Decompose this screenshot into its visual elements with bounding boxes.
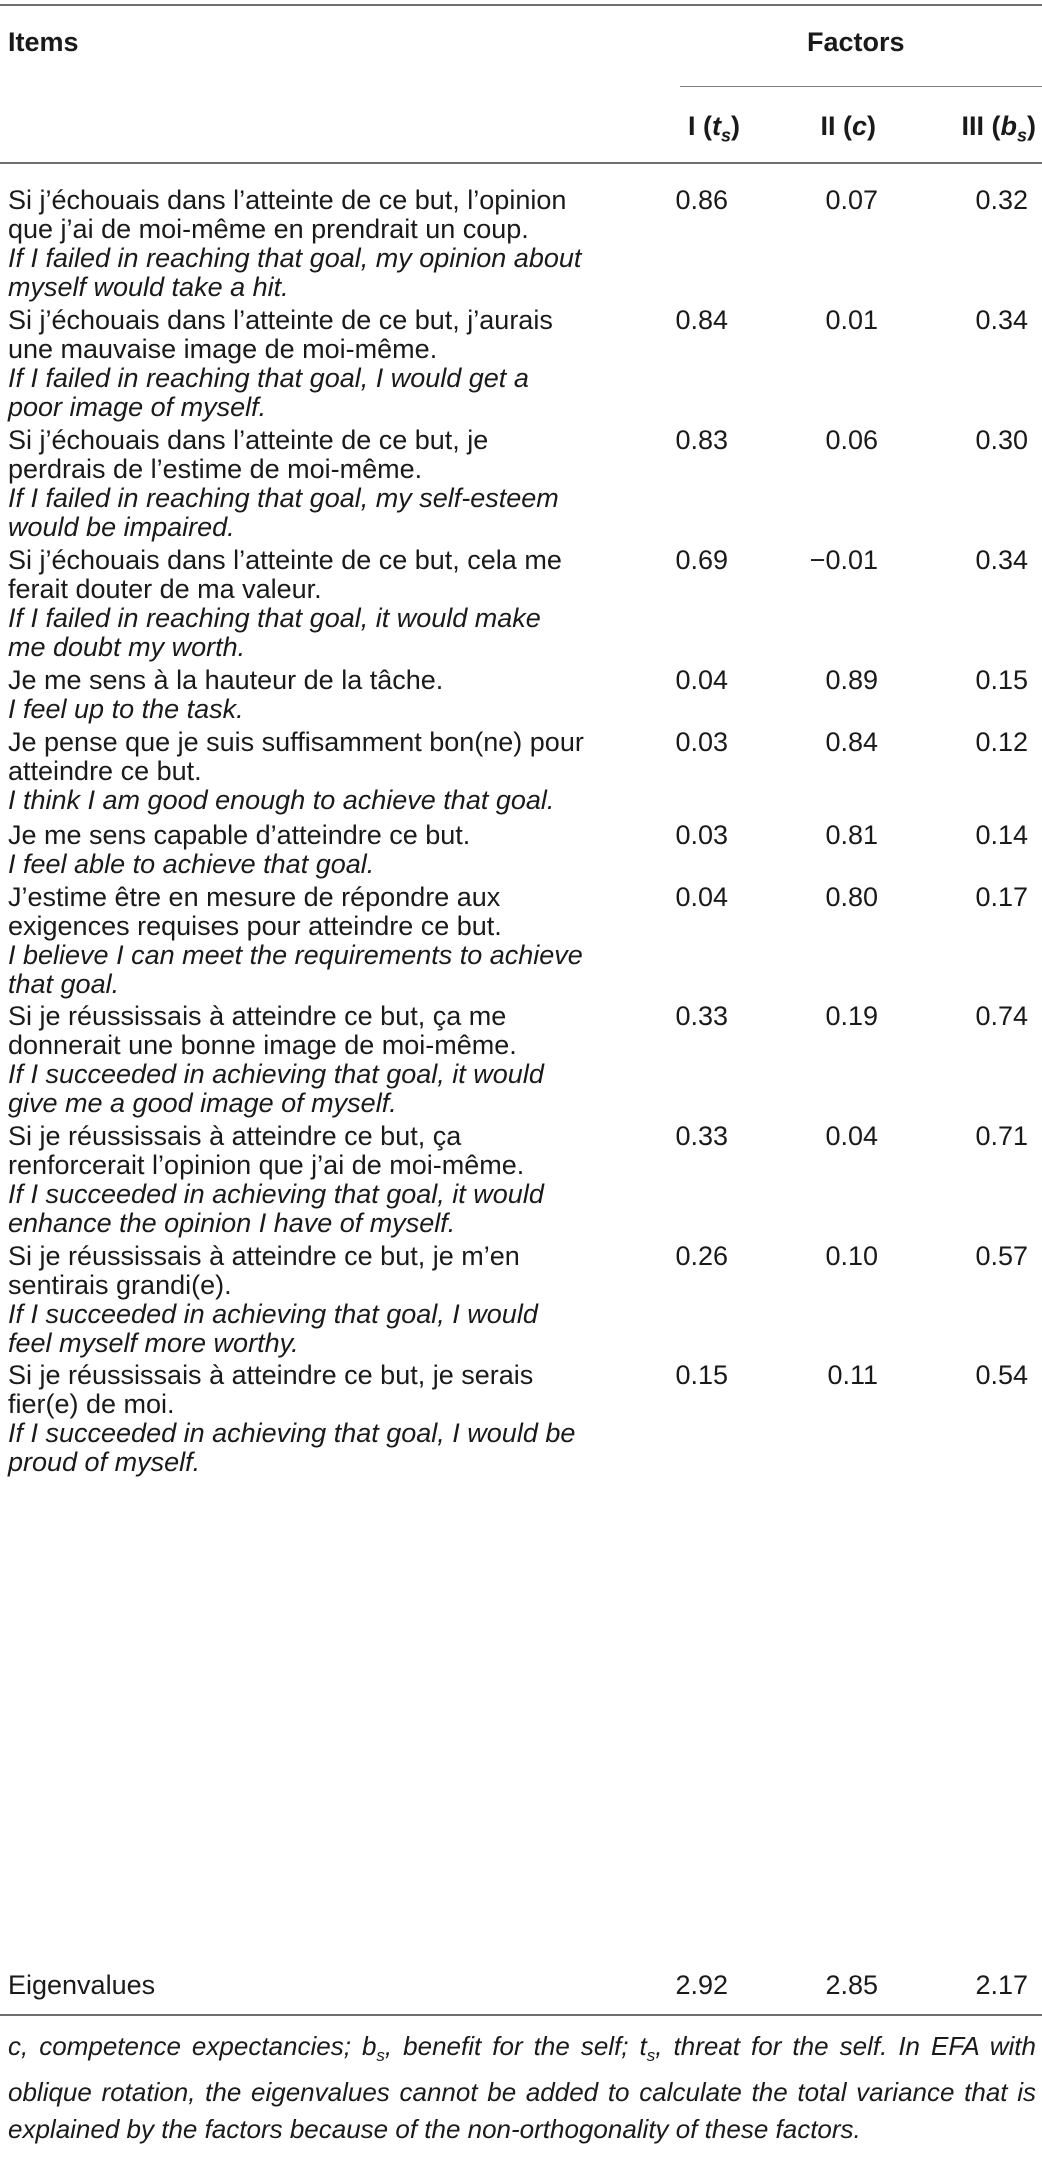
item-french-line: ferait douter de ma valeur. xyxy=(8,574,322,604)
item-french-line: Si je réussissais à atteindre ce but, ça xyxy=(8,1121,462,1151)
item-french-line: une mauvaise image de moi-même. xyxy=(8,334,438,364)
factor-2-loading: 0.81 xyxy=(825,820,878,850)
item-french-line: J’estime être en mesure de répondre aux xyxy=(8,882,501,912)
factor-2-loading: 0.04 xyxy=(825,1121,878,1151)
item-english-line: that goal. xyxy=(8,969,120,999)
item-english-line: me doubt my worth. xyxy=(8,632,246,662)
factor-2-loading: 0.06 xyxy=(825,425,878,455)
item-english-line: myself would take a hit. xyxy=(8,272,289,302)
item-french-line: Si je réussissais à atteindre ce but, ça me xyxy=(8,1001,507,1031)
factor-1-loading: 0.69 xyxy=(675,545,728,575)
item-english-line: poor image of myself. xyxy=(8,392,267,422)
factor-3-loading: 0.54 xyxy=(975,1360,1028,1390)
item-english-line: I feel able to achieve that goal. xyxy=(8,849,375,879)
item-english-line: If I failed in reaching that goal, I would get a xyxy=(8,363,529,393)
item-english-line: I believe I can meet the requirements to achieve xyxy=(8,940,583,970)
factor-2-loading: 0.10 xyxy=(825,1241,878,1271)
item-french-line: Si j’échouais dans l’atteinte de ce but, je xyxy=(8,425,489,455)
factor-3-loading: 0.32 xyxy=(975,185,1028,215)
factor-3-loading: 0.74 xyxy=(975,1001,1028,1031)
item-english-line: If I failed in reaching that goal, it would make xyxy=(8,603,541,633)
col-header-3: III $(b_s)$ xyxy=(961,111,1036,146)
col-header-2: II (c) xyxy=(820,111,876,141)
factor-3-loading: 0.17 xyxy=(975,882,1028,912)
item-french-line: renforcerait l’opinion que j’ai de moi-même. xyxy=(8,1150,525,1180)
factor-3-loading: 0.71 xyxy=(975,1121,1028,1151)
factor-1-loading: 0.04 xyxy=(675,882,728,912)
item-french-line: donnerait une bonne image de moi-même. xyxy=(8,1030,517,1060)
item-french-line: fier(e) de moi. xyxy=(8,1389,175,1419)
item-french-line: atteindre ce but. xyxy=(8,756,202,786)
item-english-line: If I succeeded in achieving that goal, it would xyxy=(8,1059,544,1089)
factor-2-loading: 0.07 xyxy=(825,185,878,215)
table-footnote: c, competence expectancies; $b_s$, benefit for the self; $t_s$, threat for the self. In EFA with oblique rotation, the eigenvalues cannot be added to calculate the total variance that is explained by the factors because of the non-orthogonality of these factors. xyxy=(8,2031,1036,2145)
eigen-value-2: 2.85 xyxy=(825,1970,878,2000)
item-french-line: Si j’échouais dans l’atteinte de ce but, j’aurais xyxy=(8,305,553,335)
factor-3-loading: 0.34 xyxy=(975,545,1028,575)
item-english-line: If I succeeded in achieving that goal, I would xyxy=(8,1299,538,1329)
factor-3-loading: 0.15 xyxy=(975,665,1028,695)
factor-2-loading: 0.01 xyxy=(825,305,878,335)
item-french-line: Si je réussissais à atteindre ce but, je serais xyxy=(8,1360,534,1390)
top-rule xyxy=(0,4,1042,6)
item-english-line: would be impaired. xyxy=(8,512,235,542)
item-french-line: exigences requises pour atteindre ce but. xyxy=(8,911,502,941)
item-french-line: Je me sens à la hauteur de la tâche. xyxy=(8,665,444,695)
factor-1-loading: 0.15 xyxy=(675,1360,728,1390)
factor-3-loading: 0.14 xyxy=(975,820,1028,850)
item-english-line: If I succeeded in achieving that goal, it would xyxy=(8,1179,544,1209)
factor-1-loading: 0.83 xyxy=(675,425,728,455)
factor-1-loading: 0.03 xyxy=(675,727,728,757)
factors-rule xyxy=(680,86,1042,87)
item-french-line: perdrais de l’estime de moi-même. xyxy=(8,454,423,484)
factor-2-loading: 0.84 xyxy=(825,727,878,757)
item-english-line: feel myself more worthy. xyxy=(8,1328,299,1358)
factor-2-loading: −0.01 xyxy=(809,545,878,575)
item-french-line: Si je réussissais à atteindre ce but, je m’en xyxy=(8,1241,520,1271)
item-english-line: proud of myself. xyxy=(8,1447,201,1477)
item-english-line: If I failed in reaching that goal, my opinion about xyxy=(8,243,582,273)
factor-1-loading: 0.84 xyxy=(675,305,728,335)
item-french-line: Je me sens capable d’atteindre ce but. xyxy=(8,820,471,850)
item-french-line: que j’ai de moi-même en prendrait un coup. xyxy=(8,214,529,244)
item-english-line: If I failed in reaching that goal, my self-esteem xyxy=(8,483,559,513)
item-french-line: Je pense que je suis suffisamment bon(ne) pour xyxy=(8,727,584,757)
factor-2-loading: 0.80 xyxy=(825,882,878,912)
col-header-1: I $(t_s)$ xyxy=(687,111,740,146)
factor-1-loading: 0.33 xyxy=(675,1121,728,1151)
factor-3-loading: 0.12 xyxy=(975,727,1028,757)
factor-2-loading: 0.89 xyxy=(825,665,878,695)
item-english-line: If I succeeded in achieving that goal, I would be xyxy=(8,1418,576,1448)
factor-3-loading: 0.34 xyxy=(975,305,1028,335)
factors-header: Factors xyxy=(807,27,905,57)
items-header: Items xyxy=(8,27,79,57)
factor-1-loading: 0.33 xyxy=(675,1001,728,1031)
item-english-line: I feel up to the task. xyxy=(8,694,244,724)
factor-1-loading: 0.04 xyxy=(675,665,728,695)
item-french-line: Si j’échouais dans l’atteinte de ce but, cela me xyxy=(8,545,562,575)
item-english-line: I think I am good enough to achieve that goal. xyxy=(8,785,555,815)
factor-3-loading: 0.57 xyxy=(975,1241,1028,1271)
eigen-value-1: 2.92 xyxy=(675,1970,728,2000)
bottom-rule xyxy=(0,2014,1042,2016)
factor-1-loading: 0.86 xyxy=(675,185,728,215)
factor-3-loading: 0.30 xyxy=(975,425,1028,455)
eigenvalues-label: Eigenvalues xyxy=(8,1970,156,2000)
item-english-line: enhance the opinion I have of myself. xyxy=(8,1208,456,1238)
item-english-line: give me a good image of myself. xyxy=(8,1088,397,1118)
eigen-value-3: 2.17 xyxy=(975,1970,1028,2000)
header-rule xyxy=(0,162,1042,164)
item-french-line: sentirais grandi(e). xyxy=(8,1270,232,1300)
item-french-line: Si j’échouais dans l’atteinte de ce but, l’opinion xyxy=(8,185,567,215)
factor-1-loading: 0.26 xyxy=(675,1241,728,1271)
factor-2-loading: 0.11 xyxy=(827,1360,878,1390)
factor-2-loading: 0.19 xyxy=(825,1001,878,1031)
factor-1-loading: 0.03 xyxy=(675,820,728,850)
